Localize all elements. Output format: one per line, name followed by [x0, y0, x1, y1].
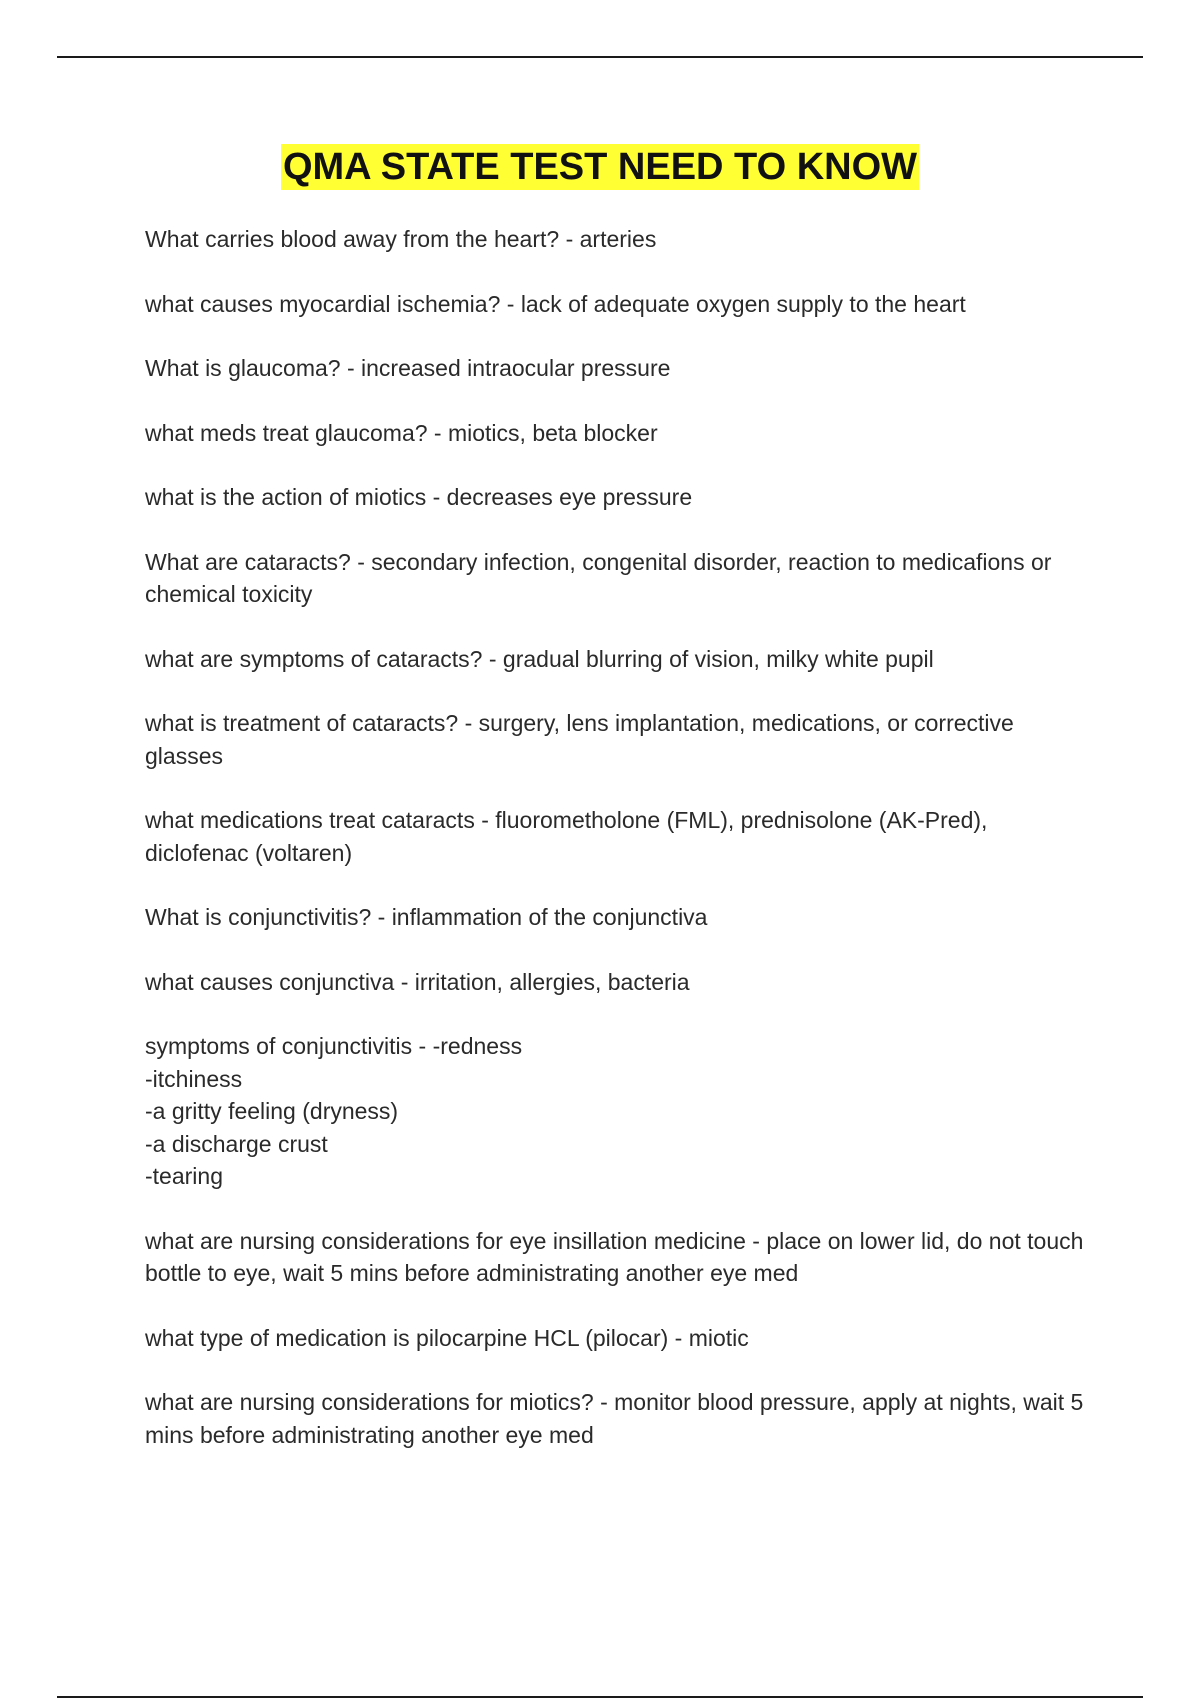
qa-item: what is the action of miotics - decreases eye pressure — [145, 484, 693, 510]
qa-item: what causes conjunctiva - irritation, allergies, bacteria — [145, 968, 690, 995]
qa-item: what are nursing considerations for miotics? - monitor blood pressure, apply at nights, wait 5 mins before administrating another eye med — [145, 1389, 1084, 1448]
qa-item: what meds treat glaucoma? - miotics, beta blocker — [145, 419, 658, 446]
qa-item: what are symptoms of cataracts? - gradual blurring of vision, milky white pupil — [145, 645, 934, 672]
qa-item: What carries blood away from the heart? - arteries — [145, 226, 657, 252]
qa-item: what type of medication is pilocarpine HCL (pilocar) - miotic — [145, 1324, 749, 1351]
qa-item: What is glaucoma? - increased intraocular pressure — [145, 355, 671, 381]
footer-rule — [57, 1696, 1143, 1698]
qa-item: what is treatment of cataracts? - surgery, lens implantation, medications, or corrective glasses — [145, 710, 1014, 769]
qa-item: What are cataracts? - secondary infection, congenital disorder, reaction to medicafions or chemical toxicity — [145, 548, 1052, 607]
header-rule — [57, 56, 1143, 58]
page-title: QMA STATE TEST NEED TO KNOW — [282, 146, 918, 188]
qa-item: what causes myocardial ischemia? - lack of adequate oxygen supply to the heart — [145, 290, 966, 317]
qa-item: what medications treat cataracts - fluorometholone (FML), prednisolone (AK-Pred), diclofenac (voltaren) — [145, 807, 988, 866]
qa-item: what are nursing considerations for eye insillation medicine - place on lower lid, do not touch bottle to eye, wait 5 mins before administrating another eye med — [145, 1227, 1084, 1286]
title-container — [0, 144, 1200, 190]
qa-list — [145, 223, 1085, 1483]
qa-item: symptoms of conjunctivitis - -redness -itchiness -a gritty feeling (dryness) -a discharge crust -tearing — [145, 1033, 523, 1189]
qa-item: What is conjunctivitis? - inflammation of the conjunctiva — [145, 904, 708, 930]
